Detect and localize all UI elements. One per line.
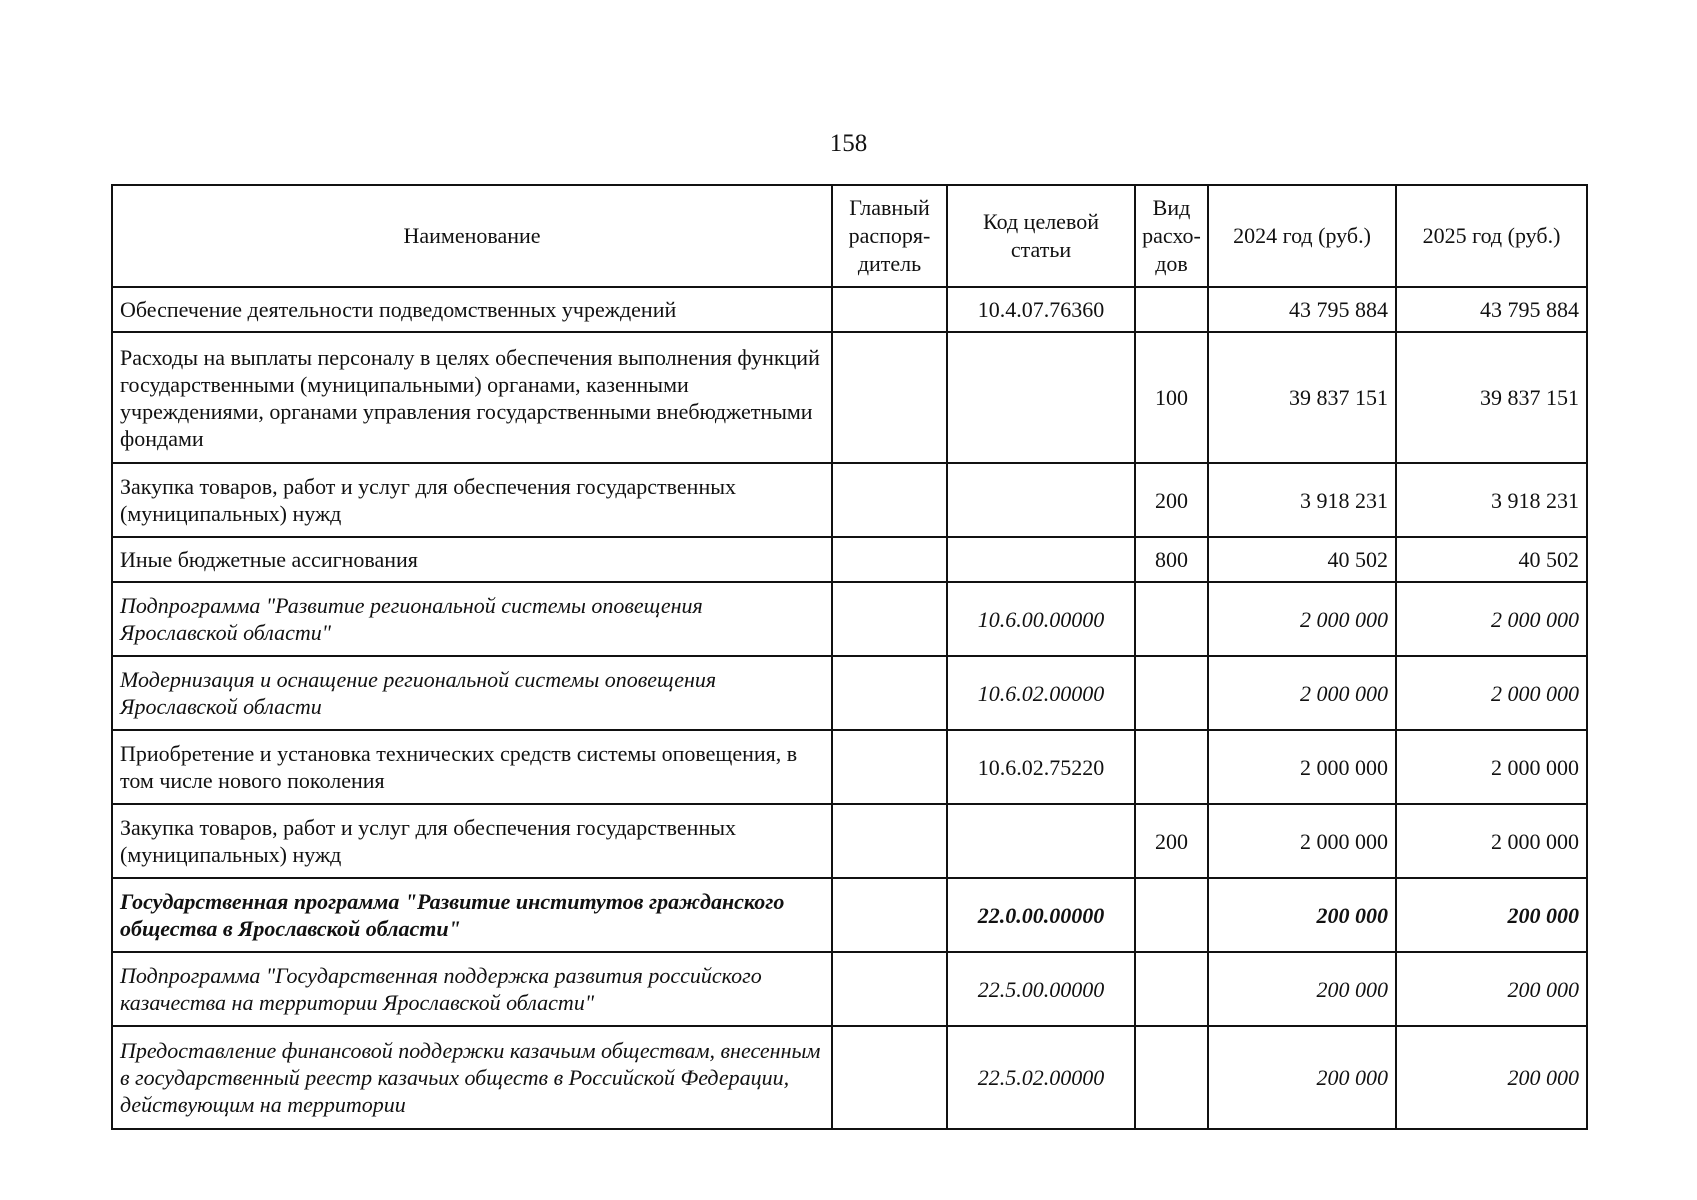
- row-expense-type: [1135, 730, 1208, 804]
- row-expense-type: 800: [1135, 537, 1208, 582]
- table-row: [112, 804, 1587, 878]
- row-target-code: 22.0.00.00000: [947, 878, 1135, 952]
- table-row: [112, 1026, 1587, 1129]
- row-2025-amount: 43 795 884: [1396, 287, 1587, 332]
- row-name: Государственная программа "Развитие институтов гражданского общества в Ярославской области": [112, 878, 832, 952]
- row-2025-amount: 2 000 000: [1396, 730, 1587, 804]
- row-name: Подпрограмма "Развитие региональной системы оповещения Ярославской области": [112, 582, 832, 656]
- row-target-code: 10.6.02.75220: [947, 730, 1135, 804]
- row-administrator: [832, 656, 947, 730]
- row-administrator: [832, 730, 947, 804]
- row-2025-amount: 40 502: [1396, 537, 1587, 582]
- row-name: Обеспечение деятельности подведомственных учреждений: [112, 287, 832, 332]
- table-row: [112, 287, 1587, 332]
- table-row: [112, 878, 1587, 952]
- row-administrator: [832, 537, 947, 582]
- row-expense-type: [1135, 582, 1208, 656]
- row-2025-amount: 200 000: [1396, 952, 1587, 1026]
- page-number: 158: [829, 130, 868, 157]
- row-2025-amount: 2 000 000: [1396, 582, 1587, 656]
- table-row: [112, 332, 1587, 463]
- column-header-expense-type: Вид расхо-дов: [1135, 185, 1208, 287]
- row-expense-type: 200: [1135, 804, 1208, 878]
- row-name: Модернизация и оснащение региональной системы оповещения Ярославской области: [112, 656, 832, 730]
- row-name: Подпрограмма "Государственная поддержка развития российского казачества на территории Ярославской области": [112, 952, 832, 1026]
- row-2024-amount: 200 000: [1208, 1026, 1396, 1129]
- row-target-code: 22.5.00.00000: [947, 952, 1135, 1026]
- row-administrator: [832, 1026, 947, 1129]
- table-row: [112, 537, 1587, 582]
- row-name: Закупка товаров, работ и услуг для обеспечения государственных (муниципальных) нужд: [112, 463, 832, 537]
- table-row: [112, 582, 1587, 656]
- row-target-code: [947, 463, 1135, 537]
- row-2025-amount: 200 000: [1396, 1026, 1587, 1129]
- row-administrator: [832, 463, 947, 537]
- column-header-administrator: Главный распоря-дитель: [832, 185, 947, 287]
- row-target-code: 10.6.02.00000: [947, 656, 1135, 730]
- row-2024-amount: 3 918 231: [1208, 463, 1396, 537]
- row-2024-amount: 200 000: [1208, 952, 1396, 1026]
- row-2025-amount: 2 000 000: [1396, 656, 1587, 730]
- table-row: [112, 463, 1587, 537]
- row-name: Закупка товаров, работ и услуг для обеспечения государственных (муниципальных) нужд: [112, 804, 832, 878]
- table-header-row: [112, 185, 1587, 287]
- row-2024-amount: 200 000: [1208, 878, 1396, 952]
- row-administrator: [832, 952, 947, 1026]
- column-header-name: Наименование: [112, 185, 832, 287]
- row-expense-type: 200: [1135, 463, 1208, 537]
- row-administrator: [832, 804, 947, 878]
- row-name: Предоставление финансовой поддержки казачьим обществам, внесенным в государственный реестр казачьих обществ в Российской Федерации, действующим на территории: [112, 1026, 832, 1129]
- row-2024-amount: 2 000 000: [1208, 804, 1396, 878]
- row-2024-amount: 2 000 000: [1208, 656, 1396, 730]
- row-name: Иные бюджетные ассигнования: [112, 537, 832, 582]
- budget-table: [111, 184, 1588, 1130]
- column-header-2025: 2025 год (руб.): [1396, 185, 1587, 287]
- row-expense-type: [1135, 287, 1208, 332]
- row-2025-amount: 3 918 231: [1396, 463, 1587, 537]
- table-row: [112, 656, 1587, 730]
- row-2025-amount: 200 000: [1396, 878, 1587, 952]
- row-target-code: 10.4.07.76360: [947, 287, 1135, 332]
- row-expense-type: [1135, 656, 1208, 730]
- row-name: Приобретение и установка технических средств системы оповещения, в том числе нового поколения: [112, 730, 832, 804]
- row-2024-amount: 43 795 884: [1208, 287, 1396, 332]
- row-2025-amount: 39 837 151: [1396, 332, 1587, 463]
- column-header-target-code: Код целевой статьи: [947, 185, 1135, 287]
- row-administrator: [832, 878, 947, 952]
- row-expense-type: [1135, 952, 1208, 1026]
- row-expense-type: [1135, 1026, 1208, 1129]
- row-target-code: 10.6.00.00000: [947, 582, 1135, 656]
- row-2024-amount: 2 000 000: [1208, 582, 1396, 656]
- row-target-code: [947, 332, 1135, 463]
- table-row: [112, 730, 1587, 804]
- row-expense-type: [1135, 878, 1208, 952]
- row-2024-amount: 39 837 151: [1208, 332, 1396, 463]
- column-header-2024: 2024 год (руб.): [1208, 185, 1396, 287]
- row-expense-type: 100: [1135, 332, 1208, 463]
- row-2025-amount: 2 000 000: [1396, 804, 1587, 878]
- row-2024-amount: 40 502: [1208, 537, 1396, 582]
- row-target-code: [947, 804, 1135, 878]
- row-name: Расходы на выплаты персоналу в целях обеспечения выполнения функций государственными (муниципальными) органами, казенными учреждениями, органами управления государственными внебюджетными фондами: [112, 332, 832, 463]
- row-target-code: [947, 537, 1135, 582]
- row-administrator: [832, 332, 947, 463]
- row-administrator: [832, 582, 947, 656]
- table-row: [112, 952, 1587, 1026]
- row-administrator: [832, 287, 947, 332]
- row-target-code: 22.5.02.00000: [947, 1026, 1135, 1129]
- row-2024-amount: 2 000 000: [1208, 730, 1396, 804]
